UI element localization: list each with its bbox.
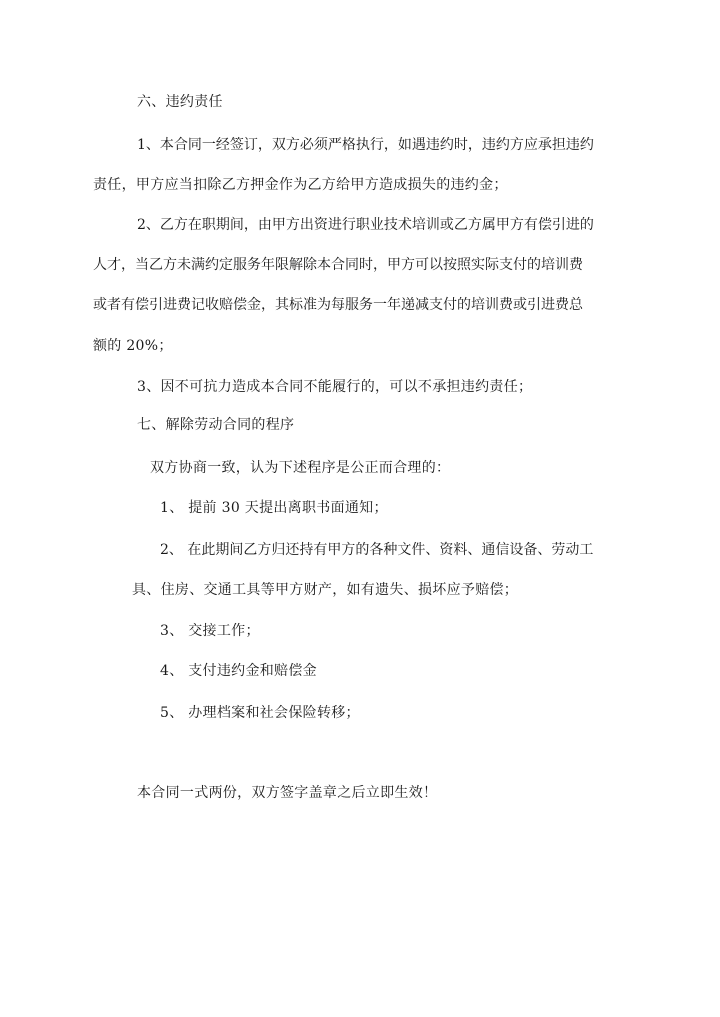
- section-7-step-2-line-2: 具、住房、交通工具等甲方财产，如有遗失、损坏应予赔偿；: [132, 582, 519, 598]
- section-7-step-2-line-1: 2、 在此期间乙方归还持有甲方的各种文件、资料、通信设备、劳动工: [160, 542, 594, 558]
- closing-statement: 本合同一式两份，双方签字盖章之后立即生效！: [137, 785, 438, 801]
- section-7-intro: 双方协商一致，认为下述程序是公正而合理的：: [150, 460, 451, 476]
- section-6-heading: 六、违约责任: [137, 94, 223, 110]
- section-6-item-1-line-2: 责任，甲方应当扣除乙方押金作为乙方给甲方造成损失的违约金；: [93, 177, 508, 193]
- section-7-step-3: 3、 交接工作；: [160, 623, 260, 639]
- section-6-item-2-line-3: 或者有偿引进费记收赔偿金，其标准为每服务一年递减支付的培训费或引进费总: [93, 297, 583, 313]
- section-7-heading: 七、解除劳动合同的程序: [137, 417, 295, 433]
- section-6-item-2-line-1: 2、乙方在职期间，由甲方出资进行职业技术培训或乙方属甲方有偿引进的: [137, 217, 594, 233]
- section-6-item-2-line-4: 额的 20%；: [93, 338, 173, 354]
- section-7-step-1: 1、 提前 30 天提出离职书面通知；: [160, 500, 388, 516]
- section-7-step-4: 4、 支付违约金和赔偿金: [160, 663, 317, 679]
- section-6-item-2-line-2: 人才，当乙方未满约定服务年限解除本合同时，甲方可以按照实际支付的培训费: [93, 257, 583, 273]
- section-6-item-1-line-1: 1、本合同一经签订，双方必须严格执行，如遇违约时，违约方应承担违约: [137, 137, 594, 153]
- section-7-step-5: 5、 办理档案和社会保险转移；: [160, 705, 360, 721]
- section-6-item-3: 3、因不可抗力造成本合同不能履行的，可以不承担违约责任；: [137, 379, 533, 395]
